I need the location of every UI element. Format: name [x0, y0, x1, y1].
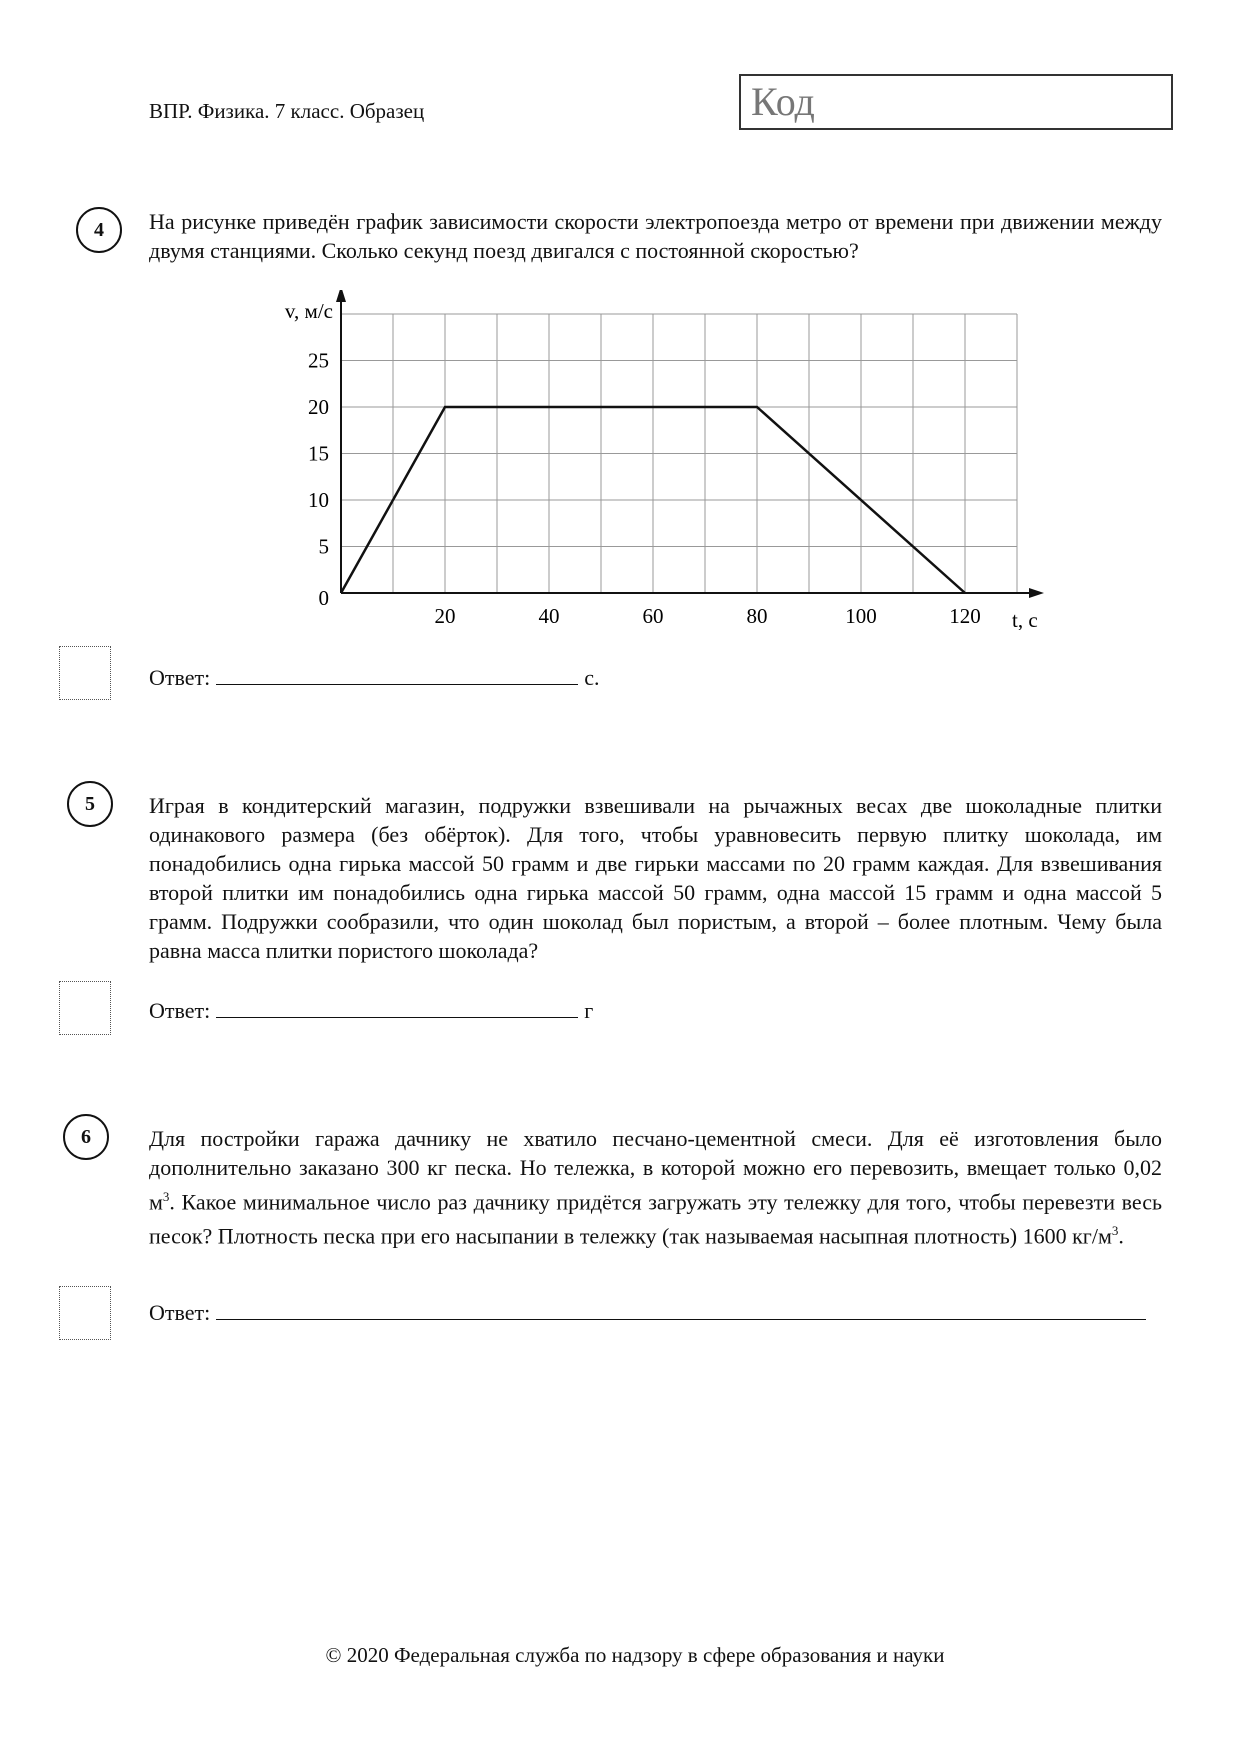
answer-input[interactable]: [216, 995, 578, 1018]
question-number: 6: [63, 1114, 109, 1160]
y-tick-label: 25: [308, 348, 329, 373]
answer-label: Ответ:: [149, 1300, 211, 1325]
x-axis-arrow: [1029, 588, 1044, 598]
y-axis-label: v, м/с: [284, 299, 333, 323]
question-number: 4: [76, 207, 122, 253]
answer-input[interactable]: [216, 1297, 1146, 1320]
x-tick-label: 20: [434, 604, 456, 628]
superscript: 3: [162, 1189, 170, 1204]
x-tick-label: 80: [746, 604, 768, 628]
question-number: 5: [67, 781, 113, 827]
y-axis-arrow: [336, 290, 346, 302]
x-tick-label: 120: [949, 604, 981, 628]
answer-row: [149, 995, 593, 1024]
code-field[interactable]: [739, 74, 1173, 130]
x-tick-label: 40: [538, 604, 560, 628]
velocity-chart: [260, 290, 1050, 630]
answer-row: [149, 662, 600, 691]
score-box: [59, 981, 111, 1035]
answer-label: Ответ:: [149, 665, 211, 690]
answer-unit: с.: [584, 665, 600, 690]
answer-row: [149, 1297, 1152, 1326]
y-tick-label: 15: [308, 441, 329, 466]
page-header: ВПР. Физика. 7 класс. Образец: [149, 99, 425, 123]
y-tick-label: 0: [318, 586, 329, 610]
y-tick-label: 10: [308, 488, 329, 512]
question-text: [149, 1124, 1162, 1251]
code-label: Код: [751, 79, 815, 124]
x-tick-label: 100: [845, 604, 877, 628]
question-text: Играя в кондитерский магазин, подружки взвешивали на рычажных весах две шоколадные плитки одинакового размера (без обёрток). Для того, чтобы уравновесить первую плитку шоколада, им понадобились одна гирька массой 50 грамм и две гирьки массами по 20 грамм каждая. Для взвешивания второй плитки им понадобились одна гирька массой 50 грамм, одна массой 15 грамм и одна массой 5 грамм. Подружки сообразили, что один шоколад был пористым, а второй – более плотным. Чему была равна масса плитки пористого шоколада?: [149, 793, 1162, 963]
x-tick-label: 60: [642, 604, 664, 628]
question-text: На рисунке приведён график зависимости скорости электропоезда метро от времени при движении между двумя станциями. Сколько секунд поезд двигался с постоянной скоростью?: [149, 209, 1162, 263]
y-tick-label: 5: [318, 534, 329, 559]
score-box: [59, 1286, 111, 1340]
x-axis-label: t, с: [1012, 608, 1038, 630]
answer-unit: г: [584, 998, 594, 1023]
footer: © 2020 Федеральная служба по надзору в сфере образования и науки: [325, 1643, 945, 1667]
answer-input[interactable]: [216, 662, 578, 685]
text: Для постройки гаража дачнику не хватило песчано-цементной смеси. Для её изготовления было дополнительно заказано 300 кг песка. Но тележка, в которой можно его перевозить, вмещает только 0,02 м: [149, 1126, 1162, 1215]
superscript: 3: [1111, 1223, 1119, 1239]
score-box: [59, 646, 111, 700]
y-tick-label: 20: [308, 395, 329, 419]
text: .: [1118, 1223, 1124, 1249]
text: . Какое минимальное число раз дачнику придётся загружать эту тележку для того, чтобы перевезти весь песок? Плотность песка при его насыпании в тележку (так называемая насыпная плотность) 1600 кг/м: [149, 1189, 1162, 1249]
answer-label: Ответ:: [149, 998, 211, 1023]
